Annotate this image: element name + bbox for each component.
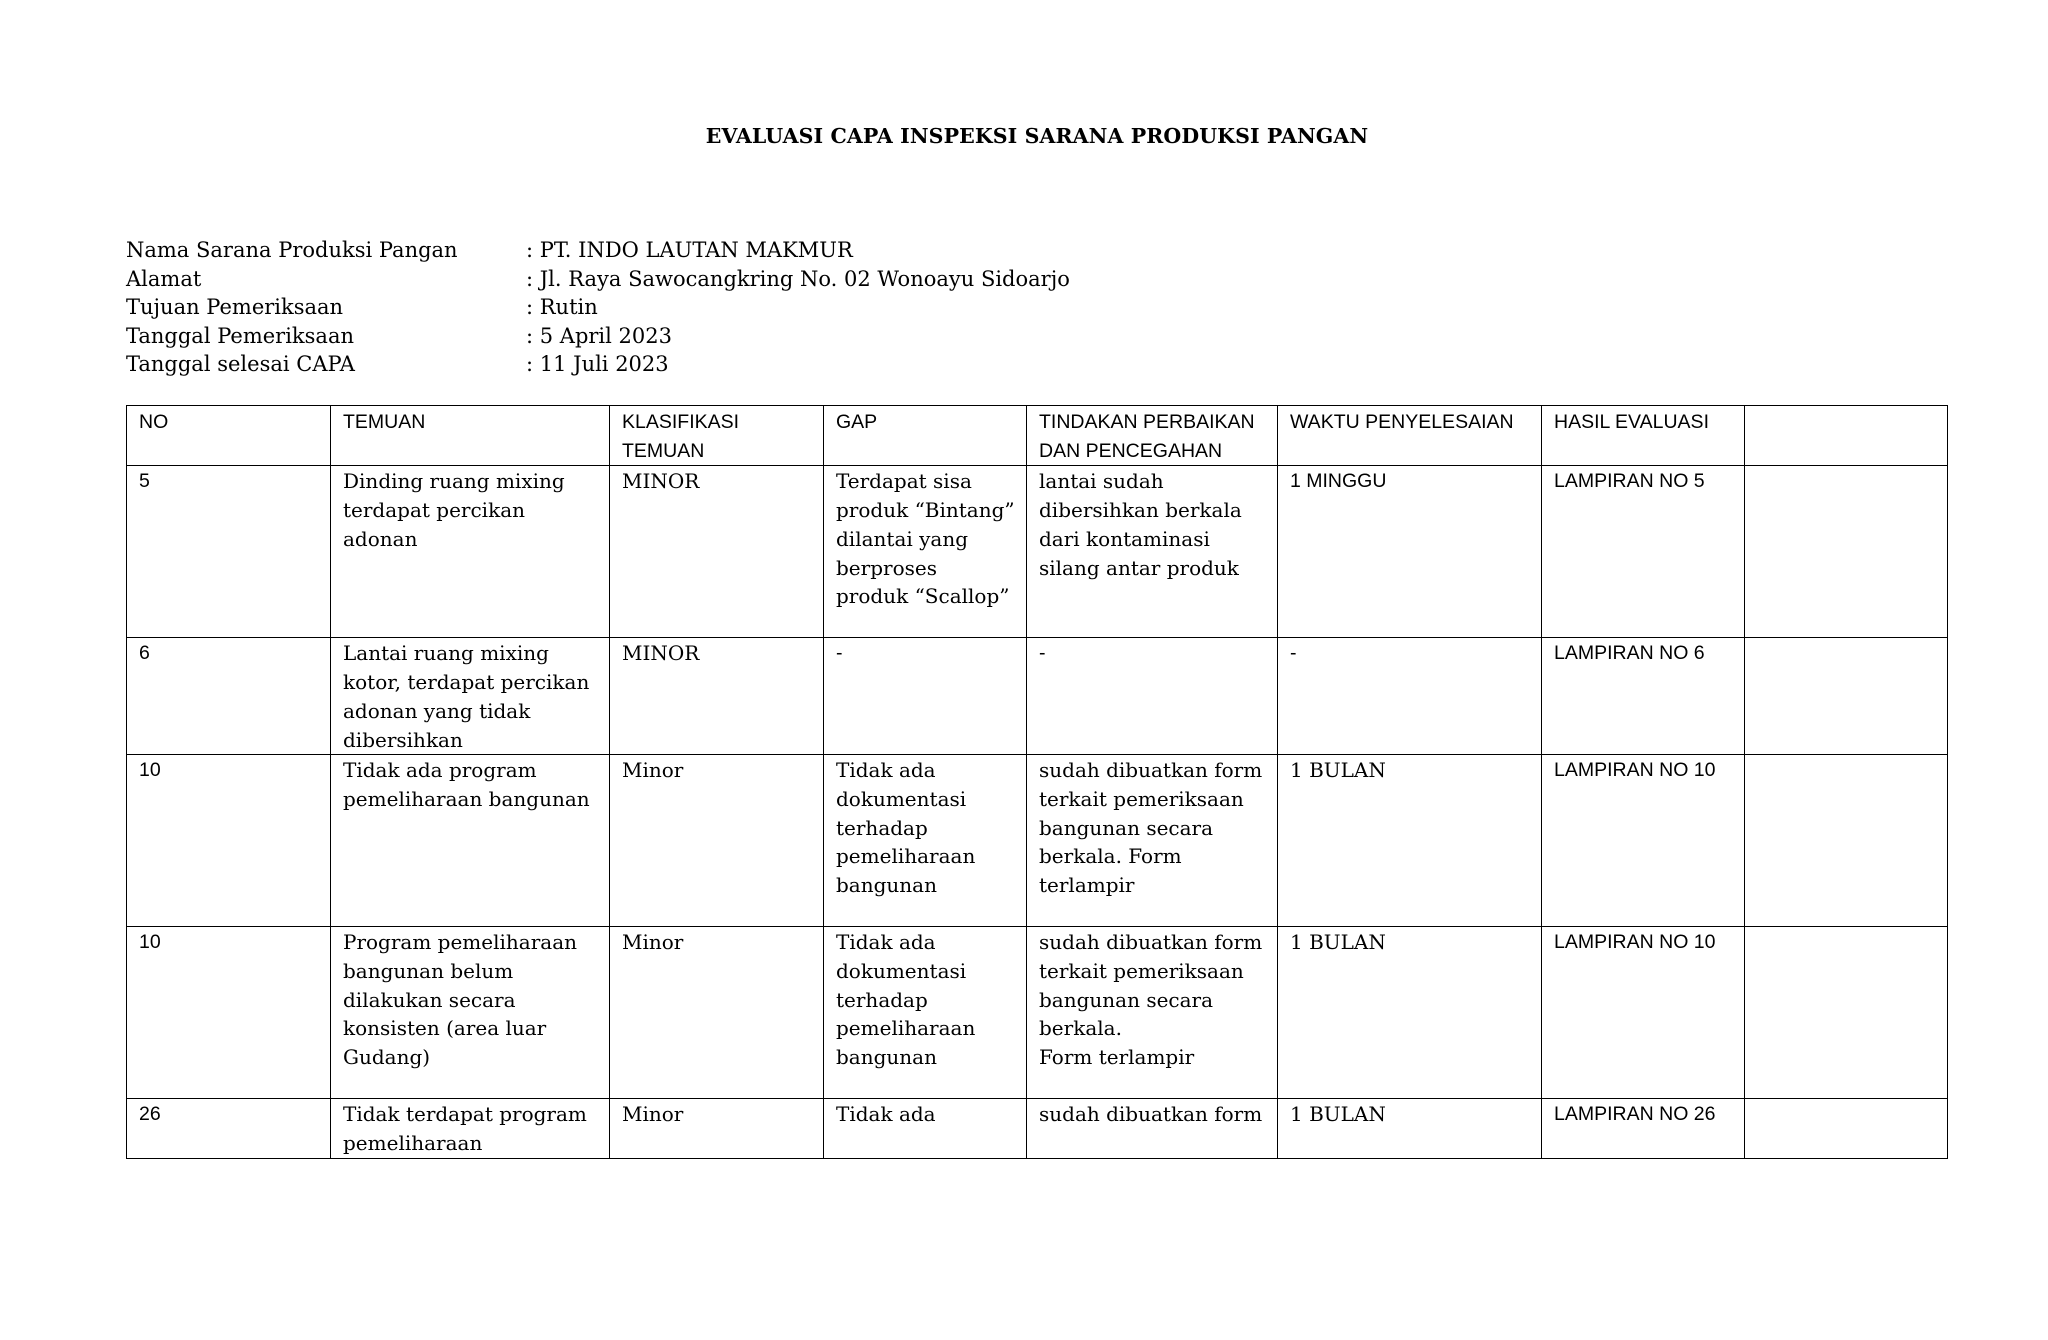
info-label: Tujuan Pemeriksaan	[126, 295, 344, 319]
info-label: Tanggal selesai CAPA	[126, 352, 355, 376]
table-row	[127, 1099, 1948, 1158]
info-label: Nama Sarana Produksi Pangan	[126, 238, 458, 262]
cell-waktu: 1 MINGGU	[1278, 466, 1542, 638]
capa-table	[126, 405, 1948, 1159]
cell-no: 26	[127, 1099, 331, 1158]
cell-tindakan: -	[1027, 638, 1278, 755]
info-row-capa-completion-date	[126, 350, 1070, 379]
cell-klasifikasi: MINOR	[610, 466, 824, 638]
cell-tindakan: sudah dibuatkan form terkait pemeriksaan bangunan secara berkala. Form terlampir	[1027, 755, 1278, 927]
info-value: : Jl. Raya Sawocangkring No. 02 Wonoayu Sidoarjo	[526, 266, 1070, 291]
info-row-purpose	[126, 293, 1070, 322]
cell-klasifikasi: Minor	[610, 1099, 824, 1158]
cell-no: 6	[127, 638, 331, 755]
table-row	[127, 927, 1948, 1099]
info-label: Alamat	[126, 266, 202, 291]
cell-tindakan: sudah dibuatkan form terkait pemeriksaan bangunan secara berkala. Form terlampir	[1027, 927, 1278, 1099]
cell-waktu: -	[1278, 638, 1542, 755]
info-row-inspection-date	[126, 322, 1070, 351]
cell-temuan: Dinding ruang mixing terdapat percikan adonan	[331, 466, 610, 638]
cell-tindakan: sudah dibuatkan form	[1027, 1099, 1278, 1158]
cell-temuan: Program pemeliharaan bangunan belum dilakukan secara konsisten (area luar Gudang)	[331, 927, 610, 1099]
cell-gap: Tidak ada	[824, 1099, 1027, 1158]
cell-extra	[1745, 755, 1948, 927]
cell-hasil: LAMPIRAN NO 6	[1542, 638, 1745, 755]
cell-temuan: Tidak ada program pemeliharaan bangunan	[331, 755, 610, 927]
cell-hasil: LAMPIRAN NO 10	[1542, 927, 1745, 1099]
cell-hasil: LAMPIRAN NO 5	[1542, 466, 1745, 638]
info-value: : 11 Juli 2023	[526, 352, 669, 376]
cell-waktu: 1 BULAN	[1278, 1099, 1542, 1158]
cell-extra	[1745, 638, 1948, 755]
cell-no: 10	[127, 755, 331, 927]
cell-extra	[1745, 1099, 1948, 1158]
header-no: NO	[127, 406, 331, 466]
info-value: : PT. INDO LAUTAN MAKMUR	[526, 238, 853, 262]
header-klasifikasi: KLASIFIKASI TEMUAN	[610, 406, 824, 466]
cell-waktu: 1 BULAN	[1278, 755, 1542, 927]
table-row	[127, 638, 1948, 755]
header-gap: GAP	[824, 406, 1027, 466]
info-row-address	[126, 265, 1070, 294]
cell-tindakan: lantai sudah dibersihkan berkala dari kontaminasi silang antar produk	[1027, 466, 1278, 638]
cell-temuan: Tidak terdapat program pemeliharaan	[331, 1099, 610, 1158]
cell-klasifikasi: Minor	[610, 755, 824, 927]
cell-extra	[1745, 466, 1948, 638]
info-value: : Rutin	[526, 295, 598, 319]
info-row-facility-name	[126, 236, 1070, 265]
header-temuan: TEMUAN	[331, 406, 610, 466]
header-tindakan: TINDAKAN PERBAIKAN DAN PENCEGAHAN	[1027, 406, 1278, 466]
info-value: : 5 April 2023	[526, 323, 672, 348]
table-header-row	[127, 406, 1948, 466]
header-waktu: WAKTU PENYELESAIAN	[1278, 406, 1542, 466]
table-row	[127, 755, 1948, 927]
cell-gap: Terdapat sisa produk “Bintang” dilantai yang berproses produk “Scallop”	[824, 466, 1027, 638]
cell-hasil: LAMPIRAN NO 26	[1542, 1099, 1745, 1158]
info-label: Tanggal Pemeriksaan	[126, 323, 354, 348]
cell-klasifikasi: MINOR	[610, 638, 824, 755]
document-title: EVALUASI CAPA INSPEKSI SARANA PRODUKSI PANGAN	[705, 124, 1369, 148]
cell-klasifikasi: Minor	[610, 927, 824, 1099]
header-hasil: HASIL EVALUASI	[1542, 406, 1745, 466]
cell-gap: Tidak ada dokumentasi terhadap pemeliharaan bangunan	[824, 927, 1027, 1099]
table-row	[127, 466, 1948, 638]
cell-temuan: Lantai ruang mixing kotor, terdapat percikan adonan yang tidak dibersihkan	[331, 638, 610, 755]
cell-waktu: 1 BULAN	[1278, 927, 1542, 1099]
facility-info	[126, 236, 1070, 379]
cell-gap: Tidak ada dokumentasi terhadap pemeliharaan bangunan	[824, 755, 1027, 927]
cell-extra	[1745, 927, 1948, 1099]
header-extra	[1745, 406, 1948, 466]
cell-no: 10	[127, 927, 331, 1099]
cell-no: 5	[127, 466, 331, 638]
cell-hasil: LAMPIRAN NO 10	[1542, 755, 1745, 927]
cell-gap: -	[824, 638, 1027, 755]
